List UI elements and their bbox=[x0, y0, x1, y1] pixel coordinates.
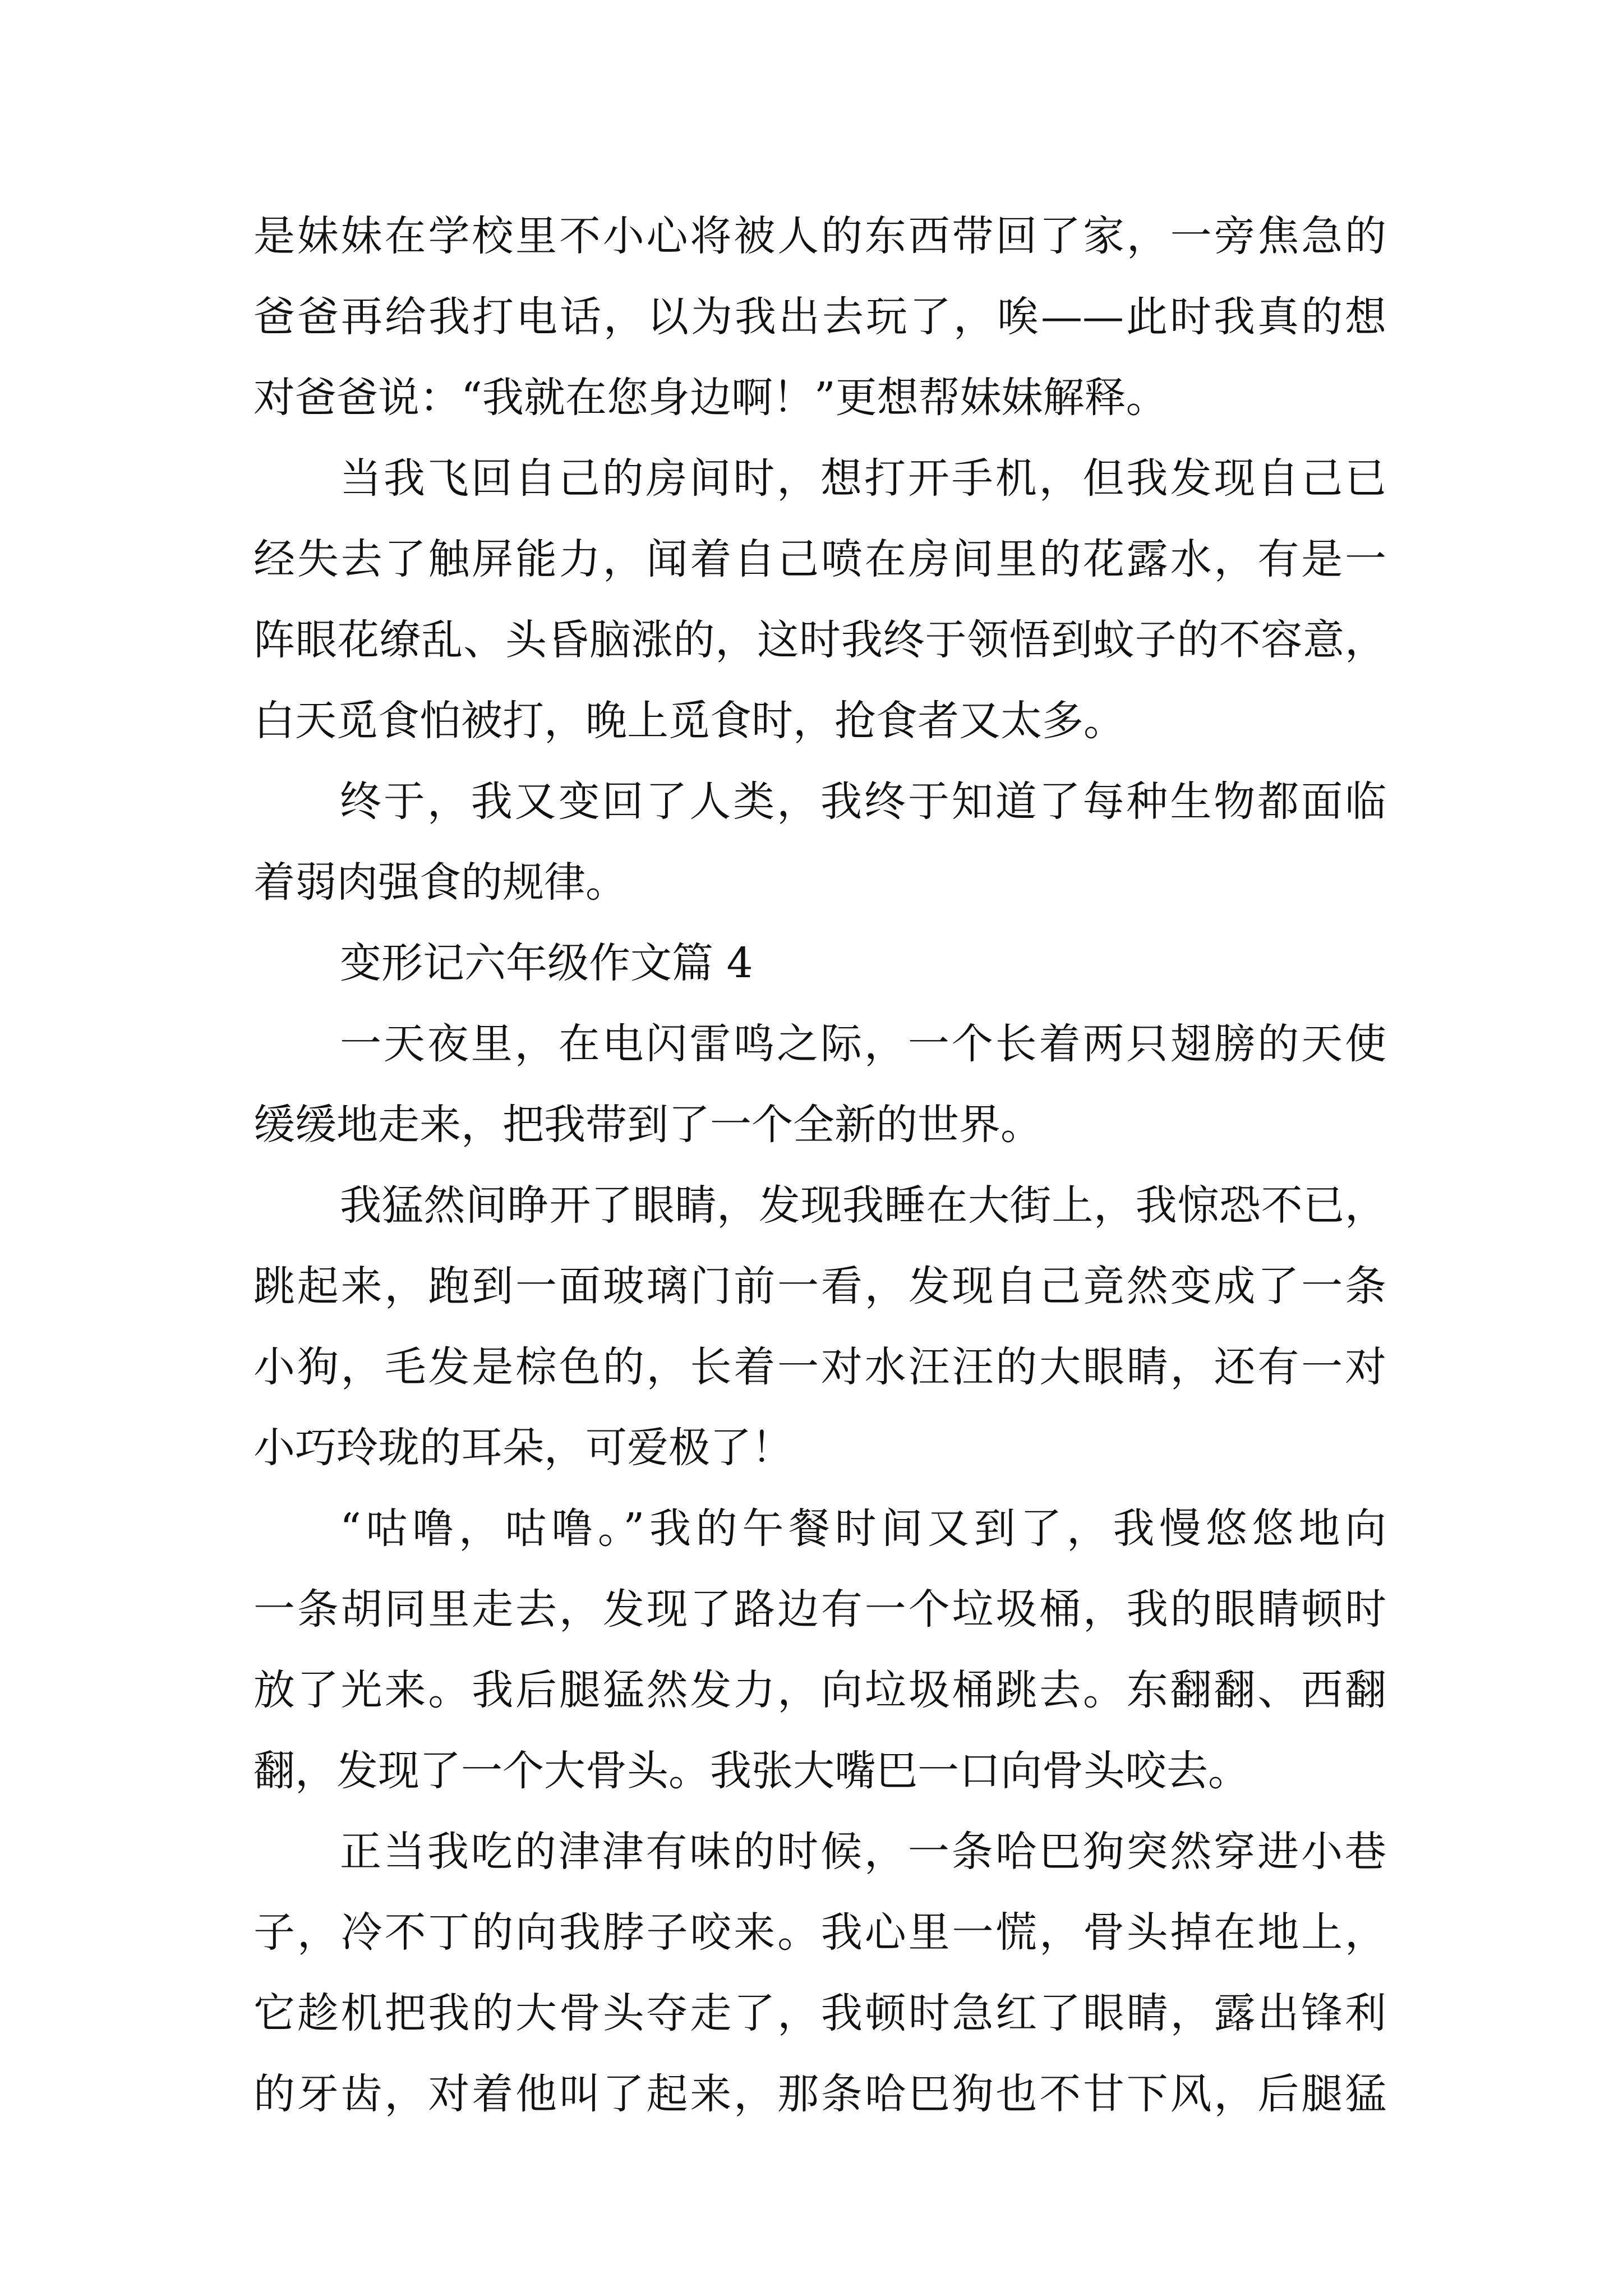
text-line-16: 小巧玲珑的耳朵，可爱极了！ bbox=[253, 1424, 793, 1472]
text-line-9: 着弱肉强食的规律。 bbox=[253, 858, 627, 907]
text-line-14: 跳起来，跑到一面玻璃门前一看，发现自己竟然变成了一条 bbox=[253, 1262, 1386, 1310]
text-line-7: 白天觅食怕被打，晚上觅食时，抢食者又太多。 bbox=[253, 697, 1125, 745]
text-line-4: 当我飞回自己的房间时，想打开手机，但我发现自己已 bbox=[340, 454, 1386, 503]
text-line-15: 小狗，毛发是棕色的，长着一对水汪汪的大眼睛，还有一对 bbox=[253, 1343, 1386, 1391]
text-line-8: 终于，我又变回了人类，我终于知道了每种生物都面临 bbox=[340, 777, 1386, 826]
text-line-11: 一天夜里，在电闪雷鸣之际，一个长着两只翅膀的天使 bbox=[340, 1020, 1386, 1068]
text-line-6: 阵眼花缭乱、头昏脑涨的，这时我终于领悟到蚊子的不容意， bbox=[253, 616, 1386, 664]
text-line-3: 对爸爸说：“我就在您身边啊！”更想帮妹妹解释。 bbox=[253, 374, 1168, 422]
text-line-22: 子，冷不丁的向我脖子咬来。我心里一慌，骨头掉在地上， bbox=[253, 1908, 1386, 1957]
text-line-20: 翻，发现了一个大骨头。我张大嘴巴一口向骨头咬去。 bbox=[253, 1747, 1249, 1795]
text-line-17: “咕噜，咕噜。”我的午餐时间又到了，我慢悠悠地向 bbox=[340, 1504, 1386, 1553]
text-line-21: 正当我吃的津津有味的时候，一条哈巴狗突然穿进小巷 bbox=[340, 1828, 1386, 1876]
text-line-18: 一条胡同里走去，发现了路边有一个垃圾桶，我的眼睛顿时 bbox=[253, 1585, 1386, 1634]
text-line-5: 经失去了触屏能力，闻着自己喷在房间里的花露水，有是一 bbox=[253, 535, 1386, 583]
section-heading: 变形记六年级作文篇 4 bbox=[340, 939, 753, 987]
text-line-2: 爸爸再给我打电话，以为我出去玩了，唉——此时我真的想 bbox=[253, 293, 1386, 341]
text-line-1: 是妹妹在学校里不小心将被人的东西带回了家，一旁焦急的 bbox=[253, 212, 1386, 260]
text-line-12: 缓缓地走来，把我带到了一个全新的世界。 bbox=[253, 1101, 1042, 1149]
text-line-23: 它趁机把我的大骨头夺走了，我顿时急红了眼睛，露出锋利 bbox=[253, 1989, 1386, 2037]
text-line-19: 放了光来。我后腿猛然发力，向垃圾桶跳去。东翻翻、西翻 bbox=[253, 1666, 1386, 1714]
text-line-13: 我猛然间睁开了眼睛，发现我睡在大街上，我惊恐不已， bbox=[340, 1181, 1386, 1230]
text-line-24: 的牙齿，对着他叫了起来，那条哈巴狗也不甘下风，后腿猛 bbox=[253, 2070, 1386, 2118]
